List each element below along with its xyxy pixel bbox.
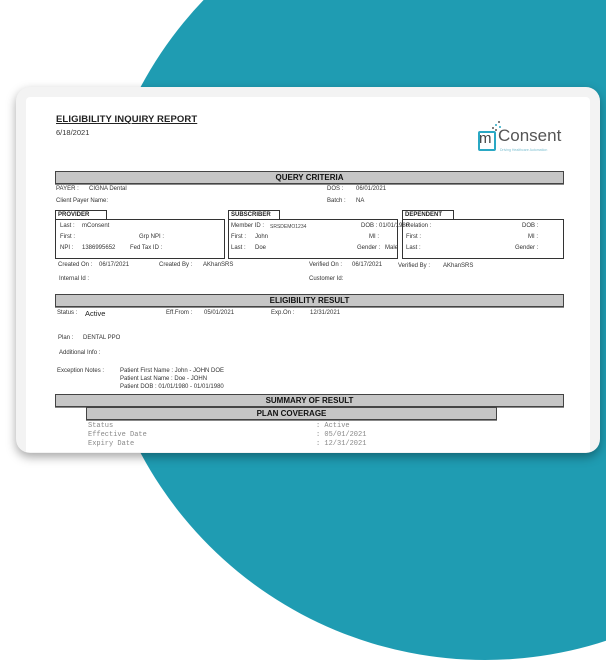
subscriber-first-label: First :: [231, 234, 246, 240]
created-on-value: 06/17/2021: [99, 262, 130, 268]
provider-first-label: First :: [60, 234, 75, 240]
subscriber-last-label: Last :: [231, 245, 246, 251]
subscriber-last-value: Doe: [255, 245, 267, 251]
dos-value: 06/01/2021: [356, 186, 387, 192]
internal-id-label: Internal Id :: [59, 276, 90, 282]
batch-label: Batch :: [327, 198, 346, 204]
payer-label: PAYER :: [56, 186, 79, 192]
summary-status-label: Status: [88, 422, 114, 430]
summary-expiry-label: Expiry Date: [88, 440, 135, 448]
exp-on-label: Exp.On :: [271, 310, 295, 316]
logo-tagline: Driving Healthcare Automation: [500, 148, 548, 152]
summary-status-value: : Active: [316, 422, 350, 430]
exp-on-value: 12/31/2021: [310, 310, 341, 316]
eff-from-label: Eff.From :: [166, 310, 193, 316]
report-document: [26, 97, 590, 452]
relation-label: Relation :: [406, 223, 432, 229]
dos-label: DOS :: [327, 186, 344, 192]
dependent-dob-label: DOB :: [522, 223, 539, 229]
dependent-gender-label: Gender :: [515, 245, 539, 251]
created-on-label: Created On :: [58, 262, 93, 268]
subscriber-gender-value: Male: [385, 245, 399, 251]
query-criteria-header: QUERY CRITERIA: [55, 171, 564, 184]
verified-by-label: Verified By :: [398, 263, 431, 269]
additional-info-label: Additional Info :: [59, 350, 101, 356]
status-value: Active: [85, 309, 106, 318]
member-id-label: Member ID :: [231, 223, 265, 229]
subscriber-gender-label: Gender :: [357, 245, 381, 251]
summary-header: SUMMARY OF RESULT: [55, 394, 564, 407]
exception-note-2: Patient Last Name : Doe - JOHN: [120, 376, 208, 382]
customer-id-label: Customer Id:: [309, 276, 344, 282]
logo-brand: Consent: [498, 126, 562, 145]
provider-last-label: Last :: [60, 223, 75, 229]
eligibility-result-header: ELIGIBILITY RESULT: [55, 294, 564, 307]
report-title: ELIGIBILITY INQUIRY REPORT: [56, 114, 198, 125]
npi-label: NPI :: [60, 245, 74, 251]
dependent-first-label: First :: [406, 234, 421, 240]
subscriber-first-value: John: [255, 234, 269, 240]
status-label: Status :: [57, 310, 78, 316]
member-id-value: SRSDEMO1234: [270, 224, 307, 230]
report-card: [16, 87, 600, 453]
eff-from-value: 05/01/2021: [204, 310, 235, 316]
summary-effective-label: Effective Date: [88, 431, 147, 439]
verified-by-value: AKhanSRS: [443, 263, 474, 269]
provider-last-value: mConsent: [82, 223, 110, 229]
fed-tax-label: Fed Tax ID :: [130, 245, 163, 251]
created-by-label: Created By :: [159, 262, 193, 268]
plan-value: DENTAL PPO: [83, 335, 121, 341]
summary-effective-value: : 05/01/2021: [316, 431, 367, 439]
subscriber-dob-label: DOB :: [361, 223, 378, 229]
verified-on-value: 06/17/2021: [352, 262, 383, 268]
payer-value: CIGNA Dental: [89, 186, 127, 192]
plan-coverage-header: PLAN COVERAGE: [86, 407, 497, 420]
plan-label: Plan :: [58, 335, 74, 341]
subscriber-mi-label: MI :: [369, 234, 379, 240]
grp-npi-label: Grp NPI :: [139, 234, 165, 240]
batch-value: NA: [356, 198, 365, 204]
provider-header: PROVIDER: [55, 210, 107, 220]
subscriber-header: SUBSCRIBER: [228, 210, 280, 220]
summary-expiry-value: : 12/31/2021: [316, 440, 367, 448]
exception-note-3: Patient DOB : 01/01/1980 - 01/01/1980: [120, 384, 224, 390]
logo-m: m: [479, 130, 492, 147]
dependent-mi-label: MI :: [528, 234, 538, 240]
exception-note-1: Patient First Name : John - JOHN DOE: [120, 368, 225, 374]
dependent-header: DEPENDENT: [402, 210, 454, 220]
dependent-last-label: Last :: [406, 245, 421, 251]
exception-notes-label: Exception Notes :: [57, 368, 105, 374]
subscriber-dob-value: 01/01/1980: [379, 223, 410, 229]
report-date: 6/18/2021: [56, 128, 90, 137]
created-by-value: AKhanSRS: [203, 262, 234, 268]
npi-value: 1386995652: [82, 245, 116, 251]
client-payer-label: Client Payer Name:: [56, 198, 109, 204]
verified-on-label: Verified On :: [309, 262, 343, 268]
